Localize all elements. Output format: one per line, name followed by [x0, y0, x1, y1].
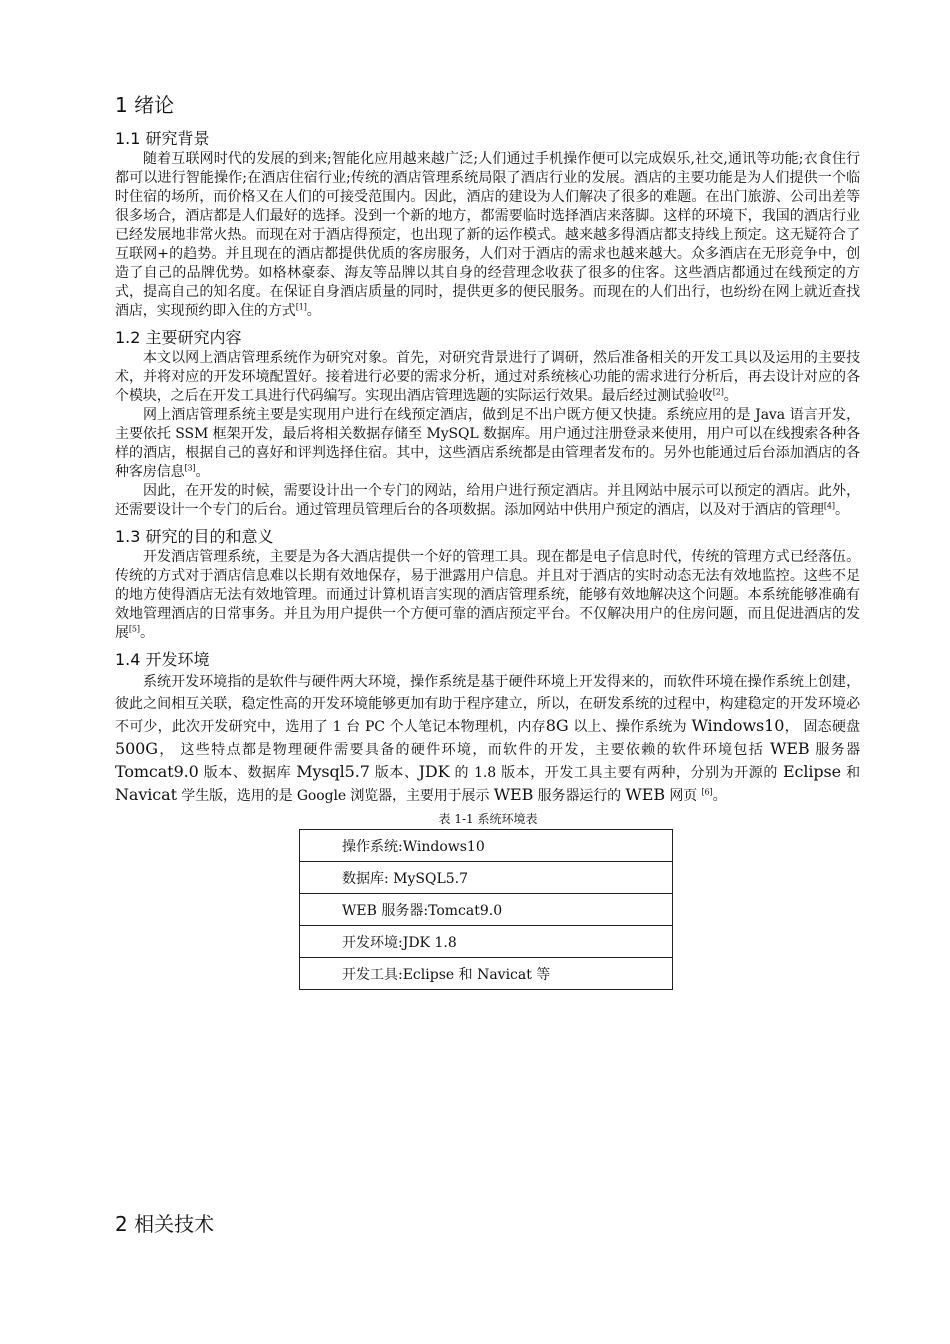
chapter-2-title: 2 相关技术 [115, 1212, 215, 1236]
citation: [3] [184, 463, 196, 473]
table-caption: 表 1-1 系统环境表 [438, 812, 538, 826]
citation: [5] [128, 624, 140, 634]
table-cell: WEB 服务器:Tomcat9.0 [300, 894, 673, 926]
citation: [1] [295, 302, 307, 312]
section-1-2-paragraph-2: 网上酒店管理系统主要是实现用户进行在线预定酒店，做到足不出户既方便又快捷。系统应用的是 Java 语言开发，主要依托 SSM 框架开发，最后将相关数据存储至 MySQL 数据库。用户通过注册登录来使用，用户可以在线搜索各种各样的酒店，根据自己的喜好和评判选择住宿。其中，这些酒店系统都是由管理者发布的。另外也能通过后台添加酒店的各种客房信息[3]。 [115, 407, 860, 480]
table-cell: 操作系统:Windows10 [300, 830, 673, 862]
section-1-2-paragraph-1: 本文以网上酒店管理系统作为研究对象。首先，对研究背景进行了调研，然后准备相关的开发工具以及运用的主要技术，并将对应的开发环境配置好。接着进行必要的需求分析，通过对系统核心功能的需求进行分析后，再去设计对应的各个模块，之后在开发工具进行代码编写。实现出酒店管理选题的实际运行效果。最后经过测试验收[2]。 [115, 350, 860, 404]
citation: [4] [823, 501, 835, 511]
section-1-1-title: 1.1 研究背景 [115, 129, 210, 148]
section-1-4-title: 1.4 开发环境 [115, 650, 210, 669]
section-1-1-paragraph: 随着互联网时代的发展的到来;智能化应用越来越广泛;人们通过手机操作便可以完成娱乐,社交,通讯等功能;衣食住行都可以进行智能操作;在酒店住宿行业;传统的酒店管理系统局限了酒店行业的发展。酒店的主要功能是为人们提供一个临时住宿的场所，而价格又在人们的可接受范围内。因此，酒店的建设为人们解决了很多的难题。在出门旅游、公司出差等很多场合，酒店都是人们最好的选择。没到一个新的地方，都需要临时选择酒店来落脚。这样的环境下，我国的酒店行业已经发展地非常火热。而现在对于酒店得预定，也出现了新的运作模式。越来越多得酒店都支持线上预定。这无疑符合了互联网+的趋势。并且现在的酒店都提供优质的客房服务，人们对于酒店的需求也越来越大。众多酒店在无形竞争中，创造了自己的品牌优势。如格林豪泰、海友等品牌以其自身的经营理念收获了很多的住客。这些酒店都通过在线预定的方式，提高自己的知名度。在保证自身酒店质量的同时，提供更多的便民服务。而现在的人们出行，也纷纷在网上就近查找酒店，实现预约即入住的方式[1]。 [115, 151, 860, 319]
section-1-2-paragraph-3: 因此，在开发的时候，需要设计出一个专门的网站，给用户进行预定酒店。并且网站中展示可以预定的酒店。此外，还需要设计一个专门的后台。通过管理员管理后台的各项数据。添加网站中供用户预定的酒店，以及对于酒店的管理[4]。 [115, 483, 860, 518]
table-row [300, 926, 673, 958]
table-cell: 开发工具:Eclipse 和 Navicat 等 [300, 958, 673, 990]
citation: [2] [712, 387, 724, 397]
table-row [300, 830, 673, 862]
section-1-3-paragraph: 开发酒店管理系统，主要是为各大酒店提供一个好的管理工具。现在都是电子信息时代，传统的管理方式已经落伍。传统的方式对于酒店信息难以长期有效地保存，易于泄露用户信息。并且对于酒店的实时动态无法有效地监控。这些不足的地方使得酒店无法有效地管理。而通过计算机语言实现的酒店管理系统，能够有效地解决这个问题。本系统能够准确有效地管理酒店的日常事务。并且为用户提供一个方便可靠的酒店预定平台。不仅解决用户的住房问题，而且促进酒店的发展[5]。 [115, 549, 860, 641]
citation: [6] [701, 787, 713, 797]
table-row [300, 862, 673, 894]
environment-table [299, 829, 673, 990]
chapter-1-title: 1 绪论 [115, 93, 175, 117]
table-cell: 数据库: MySQL5.7 [300, 862, 673, 894]
section-1-2-title: 1.2 主要研究内容 [115, 328, 242, 347]
section-1-3-title: 1.3 研究的目的和意义 [115, 527, 274, 546]
table-row [300, 894, 673, 926]
document-page [115, 92, 860, 990]
table-cell: 开发环境:JDK 1.8 [300, 926, 673, 958]
table-row [300, 958, 673, 990]
section-1-4-paragraph: 系统开发环境指的是软件与硬件两大环境，操作系统是基于硬件环境上开发得来的，而软件环境在操作系统上创建，彼此之间相互关联，稳定性高的开发环境能够更加有助于程序建立，所以，在研发系统的过程中，构建稳定的开发环境必不可少，此次开发研究中，选用了 1 台 PC 个人笔记本物理机，内存8G 以上、操作系统为 Windows10， 固态硬盘500G， 这些特点都是物理硬件需要具备的硬件环境，而软件的开发，主要依赖的软件环境包括 WEB 服务器 Tomcat9.0 版本、数据库 Mysql5.7 版本、JDK 的 1.8 版本，开发工具主要有两种，分别为开源的 Eclipse 和 Navicat 学生版，选用的是 Google 浏览器，主要用于展示 WEB 服务器运行的 WEB 网页 [6]。 [115, 674, 860, 804]
